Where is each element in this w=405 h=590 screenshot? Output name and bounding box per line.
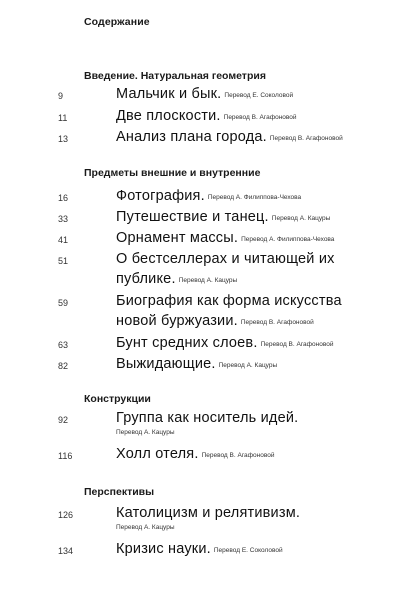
page-number: 9 <box>58 91 64 101</box>
entry-title: Мальчик и бык. Перевод Е. Соколовой <box>116 86 294 102</box>
entry-title: Биография как форма искусства новой буржуазии. Перевод В. Агафоновой <box>116 293 342 329</box>
translator-credit: Перевод В. Агафоновой <box>269 135 343 142</box>
translator-credit: Перевод В. Агафоновой <box>201 452 275 459</box>
entry-title: Орнамент массы. Перевод А. Филиппова-Чехова <box>116 230 335 246</box>
translator-credit: Перевод А. Филиппова-Чехова <box>241 236 335 243</box>
entry-title: Две плоскости. Перевод В. Агафоновой <box>116 108 297 124</box>
entry-title: Выжидающие. Перевод А. Кацуры <box>116 356 278 372</box>
section-title-objects: Предметы внешние и внутренние <box>84 167 261 179</box>
entry-title: Католицизм и релятивизм. Перевод А. Кацуры <box>116 503 401 533</box>
translator-credit: Перевод А. Кацуры <box>271 215 331 222</box>
translator-credit: Перевод А. Кацуры <box>218 362 278 369</box>
translator-credit: Перевод В. Агафоновой <box>223 114 297 121</box>
translator-credit: Перевод Е. Соколовой <box>224 92 294 99</box>
entry-title: О бестселлерах и читающей их публике. Перевод А. Кацуры <box>116 251 335 287</box>
entry-title: Группа как носитель идей. Перевод А. Кацуры <box>116 408 401 438</box>
page-number: 126 <box>58 510 74 520</box>
page-number: 116 <box>58 451 73 461</box>
page-number: 82 <box>58 361 69 371</box>
translator-credit: Перевод В. Агафоновой <box>240 319 314 326</box>
page-number: 134 <box>58 546 74 556</box>
entry-title: Анализ плана города. Перевод В. Агафоновой <box>116 129 343 145</box>
page-number: 13 <box>58 134 69 144</box>
entry-title: Кризис науки. Перевод Е. Соколовой <box>116 541 283 557</box>
page-number: 41 <box>58 235 69 245</box>
translator-credit: Перевод В. Агафоновой <box>260 341 334 348</box>
section-title-constructions: Конструкции <box>84 393 151 405</box>
translator-credit: Перевод Е. Соколовой <box>213 547 283 554</box>
page-number: 16 <box>58 193 69 203</box>
entry-title: Холл отеля. Перевод В. Агафоновой <box>116 446 275 462</box>
translator-credit: Перевод А. Филиппова-Чехова <box>207 194 302 201</box>
page-number: 51 <box>58 256 69 266</box>
entry-title: Бунт средних слоев. Перевод В. Агафоновой <box>116 335 334 351</box>
page-number: 11 <box>58 113 68 123</box>
section-title-introduction: Введение. Натуральная геометрия <box>84 70 266 82</box>
page-number: 59 <box>58 298 69 308</box>
section-title-perspectives: Перспективы <box>84 486 155 498</box>
translator-credit: Перевод А. Кацуры <box>178 277 238 284</box>
page-number: 63 <box>58 340 69 350</box>
translator-credit: Перевод А. Кацуры <box>116 429 175 436</box>
page-number: 92 <box>58 415 69 425</box>
page-title: Содержание <box>84 16 150 28</box>
page-number: 33 <box>58 214 69 224</box>
entry-title: Путешествие и танец. Перевод А. Кацуры <box>116 209 331 225</box>
entry-title: Фотография. Перевод А. Филиппова-Чехова <box>116 188 302 204</box>
translator-credit: Перевод А. Кацуры <box>116 524 175 531</box>
